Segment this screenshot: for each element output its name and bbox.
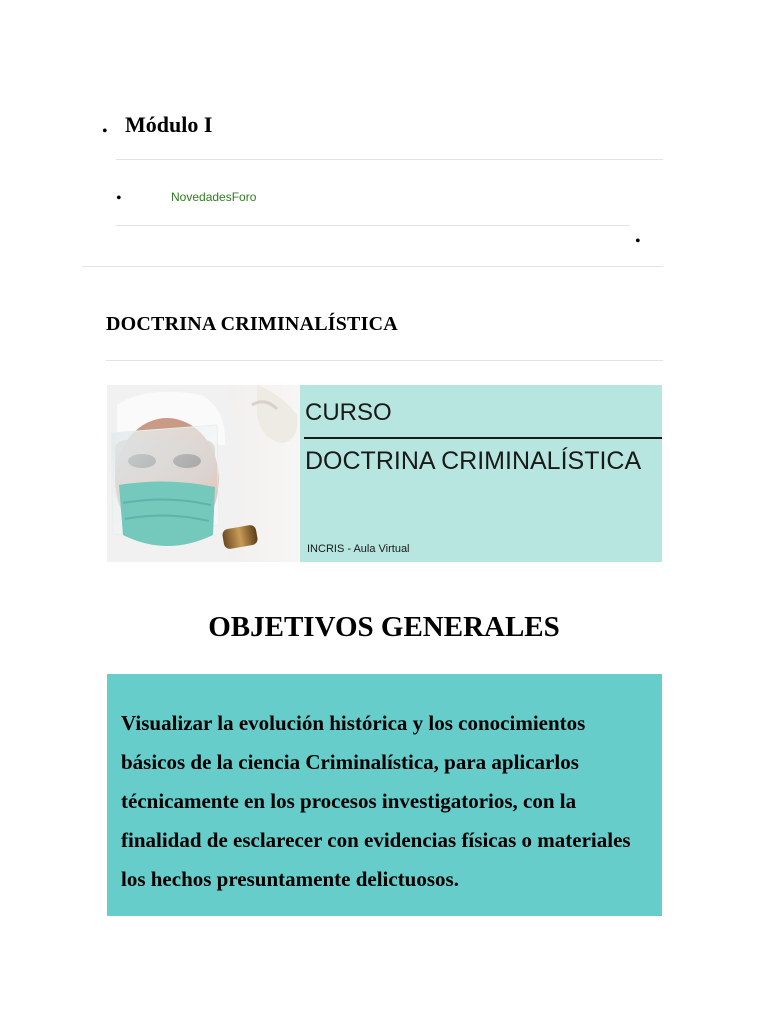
nav-links <box>171 190 256 204</box>
course-label: CURSO <box>305 399 392 426</box>
list-bullet: • <box>116 190 122 207</box>
module-title[interactable]: Módulo I <box>125 112 213 137</box>
section-title: DOCTRINA CRIMINALÍSTICA <box>106 313 398 335</box>
divider <box>116 225 630 226</box>
objectives-text: Visualizar la evolución histórica y los conocimientos básicos de la ciencia Criminalística, para aplicarlos técnicamente en los procesos investigatorios, con la finalidad de esclarecer con evidencias físicas o materiales los hechos presuntamente delictuosos. <box>121 711 631 891</box>
divider <box>82 266 663 267</box>
list-bullet: • <box>102 123 108 140</box>
course-banner <box>107 385 662 562</box>
platform-label: INCRIS - Aula Virtual <box>307 543 410 555</box>
objectives-heading: OBJETIVOS GENERALES <box>208 611 560 643</box>
forum-link[interactable]: Foro <box>231 190 257 204</box>
divider <box>106 360 663 361</box>
banner-rule <box>304 437 662 439</box>
list-bullet: • <box>635 233 641 250</box>
objectives-box <box>107 674 662 916</box>
divider <box>116 159 663 160</box>
banner-subject: DOCTRINA CRIMINALÍSTICA <box>305 447 642 475</box>
forensic-investigator-photo <box>107 385 300 562</box>
news-link[interactable]: Novedades <box>171 190 232 204</box>
